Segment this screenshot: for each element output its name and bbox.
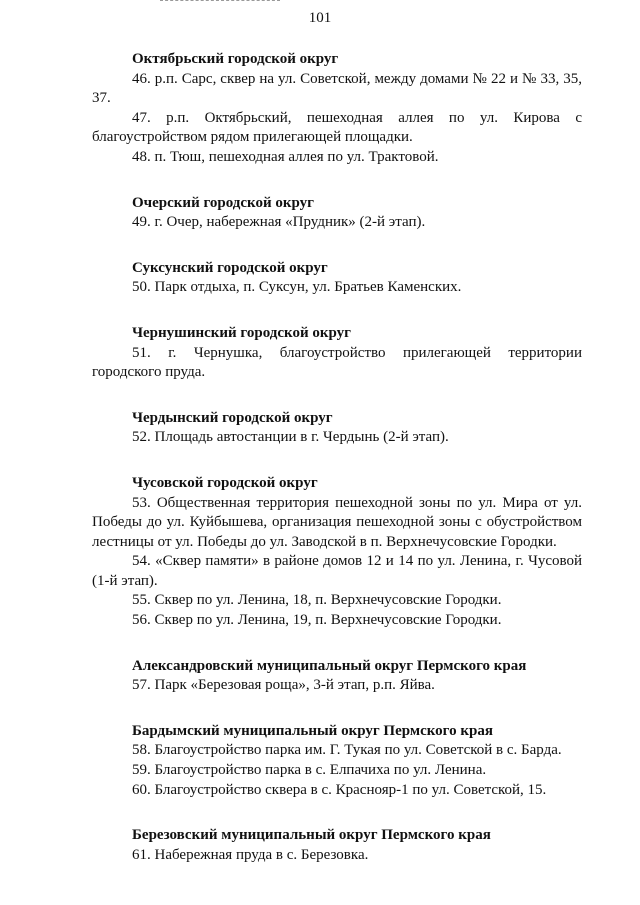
list-item: 56. Сквер по ул. Ленина, 19, п. Верхнечусовские Городки.	[132, 612, 502, 629]
list-item: 60. Благоустройство сквера в с. Краснояр-1 по ул. Советской, 15.	[132, 781, 547, 798]
list-item: 55. Сквер по ул. Ленина, 18, п. Верхнечусовские Городки.	[132, 592, 502, 609]
list-item: 47. р.п. Октябрьский, пешеходная аллея по ул. Кирова с благоустройством рядом прилегающей площадки.	[92, 109, 582, 146]
list-item: 52. Площадь автостанции в г. Чердынь (2-й этап).	[132, 429, 449, 446]
list-item: 53. Общественная территория пешеходной зоны по ул. Мира от ул. Победы до ул. Куйбышева, организация пешеходной зоны с обустройством лестницы от ул. Победы до ул. Заводской в п. Верхнечусовские Городки.	[92, 494, 582, 550]
section	[92, 657, 582, 696]
section-heading: Очерский городской округ	[132, 194, 314, 211]
list-item: 58. Благоустройство парка им. Г. Тукая по ул. Советской в с. Барда.	[132, 742, 562, 759]
list-item: 54. «Сквер памяти» в районе домов 12 и 14 по ул. Ленина, г. Чусовой (1-й этап).	[92, 553, 582, 589]
list-item: 51. г. Чернушка, благоустройство прилегающей территории городского пруда.	[92, 344, 582, 381]
document-body	[92, 50, 582, 891]
page-number: 101	[308, 10, 332, 26]
section	[92, 409, 582, 448]
list-item: 49. г. Очер, набережная «Прудник» (2-й этап).	[132, 214, 426, 231]
section-heading: Александровский муниципальный округ Пермского края	[132, 657, 527, 674]
list-item: 57. Парк «Березовая роща», 3-й этап, р.п. Яйва.	[132, 677, 435, 694]
section-heading: Березовский муниципальный округ Пермского края	[132, 827, 491, 844]
section-heading: Октябрьский городской округ	[132, 51, 339, 67]
list-item: 61. Набережная пруда в с. Березовка.	[132, 846, 369, 863]
top-edge-line	[160, 0, 280, 2]
section	[92, 324, 582, 383]
section-heading: Чусовской городской округ	[132, 474, 318, 491]
section	[92, 259, 582, 298]
list-item: 59. Благоустройство парка в с. Елпачиха по ул. Ленина.	[132, 762, 487, 779]
list-item: 46. р.п. Сарс, сквер на ул. Советской, между домами № 22 и № 33, 35, 37.	[92, 70, 582, 107]
section	[92, 50, 582, 168]
section	[92, 474, 582, 631]
section-heading: Чернушинский городской округ	[132, 324, 351, 341]
section	[92, 826, 582, 865]
section	[92, 722, 582, 800]
section-heading: Бардымский муниципальный округ Пермского края	[132, 722, 493, 739]
section	[92, 194, 582, 233]
list-item: 50. Парк отдыха, п. Суксун, ул. Братьев Каменских.	[132, 279, 462, 296]
list-item: 48. п. Тюш, пешеходная аллея по ул. Трактовой.	[132, 148, 439, 165]
section-heading: Суксунский городской округ	[132, 259, 328, 276]
section-heading: Чердынский городской округ	[132, 409, 333, 426]
